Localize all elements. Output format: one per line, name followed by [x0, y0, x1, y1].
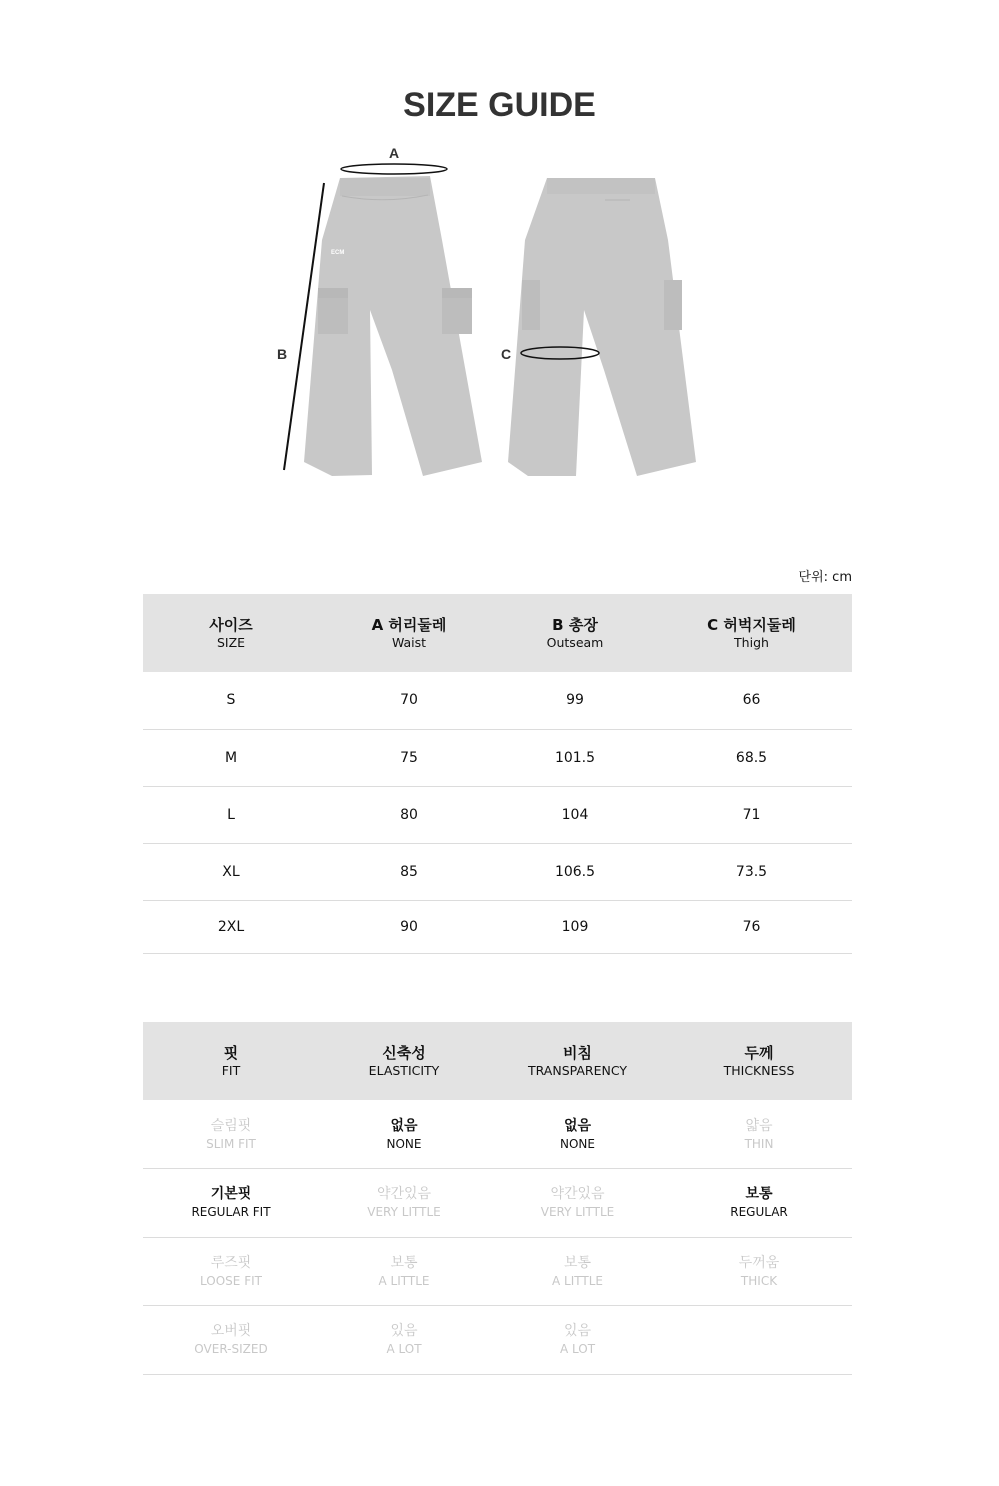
column-header-english: ELASTICITY	[368, 1063, 440, 1078]
option-english: NONE	[560, 1136, 595, 1151]
label-b: B	[277, 346, 288, 362]
column-header-english: Thigh	[734, 635, 769, 650]
page-title: SIZE GUIDE	[403, 86, 596, 124]
option-english: A LITTLE	[378, 1273, 430, 1288]
column-header-korean: 사이즈	[209, 616, 253, 634]
option-korean: 두꺼움	[738, 1254, 780, 1271]
waist-measure-ellipse	[341, 164, 447, 174]
option-korean: 약간있음	[550, 1186, 605, 1203]
table-cell: 106.5	[499, 843, 651, 900]
table-row	[143, 672, 852, 729]
pants-front-view	[304, 176, 482, 476]
fit-option	[319, 1306, 489, 1375]
fit-option	[666, 1100, 852, 1169]
column-header-english: FIT	[221, 1063, 241, 1078]
label-a: A	[389, 145, 400, 161]
option-english: REGULAR FIT	[191, 1205, 271, 1220]
unit-label: 단위: cm	[798, 570, 852, 585]
option-english: VERY LITTLE	[540, 1205, 615, 1220]
table-cell: 85	[319, 843, 499, 900]
table-row	[143, 900, 852, 953]
option-english: A LOT	[559, 1342, 596, 1357]
table-cell: 99	[499, 672, 651, 729]
table-cell: 76	[651, 900, 852, 953]
table-row	[143, 1237, 852, 1306]
table-row	[143, 786, 852, 843]
table-cell: 104	[499, 786, 651, 843]
option-english: LOOSE FIT	[200, 1273, 262, 1288]
table-row	[143, 1100, 852, 1169]
table-cell: 101.5	[499, 729, 651, 786]
column-header	[319, 594, 499, 672]
column-header-korean: B 총장	[552, 616, 598, 634]
option-english: NONE	[386, 1136, 422, 1151]
option-korean: 없음	[563, 1117, 592, 1134]
table-cell: M	[143, 729, 319, 786]
column-header-korean: C 허벅지둘레	[707, 616, 796, 634]
option-korean: 있음	[563, 1323, 592, 1340]
table-cell: XL	[143, 843, 319, 900]
column-header-english: Outseam	[546, 635, 604, 650]
column-header	[666, 1022, 852, 1100]
fit-table	[143, 1022, 852, 1375]
option-korean: 약간있음	[376, 1186, 432, 1203]
option-english: VERY LITTLE	[367, 1205, 441, 1220]
option-english: REGULAR	[730, 1205, 788, 1220]
column-header-korean: 비침	[563, 1044, 592, 1062]
column-header	[489, 1022, 666, 1100]
option-korean: 있음	[390, 1323, 418, 1340]
table-row	[143, 843, 852, 900]
table-cell: 70	[319, 672, 499, 729]
pants-illustration	[270, 140, 710, 485]
fit-option-selected	[666, 1169, 852, 1238]
option-korean: 없음	[390, 1117, 418, 1134]
garment-diagram	[270, 140, 710, 485]
option-korean: 슬림핏	[210, 1117, 252, 1134]
table-cell: 71	[651, 786, 852, 843]
column-header	[143, 1022, 319, 1100]
fit-option	[143, 1100, 319, 1169]
fit-option-selected	[489, 1100, 666, 1169]
column-header-english: THICKNESS	[723, 1063, 795, 1078]
table-cell: 80	[319, 786, 499, 843]
option-korean: 얇음	[745, 1117, 773, 1134]
size-table	[143, 594, 852, 954]
table-row	[143, 729, 852, 786]
column-header-korean: 핏	[223, 1044, 239, 1062]
pants-logo: ECM	[331, 250, 345, 256]
column-header-english: Waist	[391, 635, 427, 650]
column-header	[499, 594, 651, 672]
table-cell: 68.5	[651, 729, 852, 786]
table-cell: 109	[499, 900, 651, 953]
fit-option	[489, 1169, 666, 1238]
option-english: A LOT	[386, 1342, 422, 1357]
fit-table-header	[143, 1022, 852, 1100]
option-korean: 기본핏	[210, 1186, 252, 1203]
fit-option	[666, 1306, 852, 1375]
table-cell: 75	[319, 729, 499, 786]
fit-option-selected	[143, 1169, 319, 1238]
column-header-korean: 두께	[744, 1044, 774, 1062]
fit-option	[319, 1169, 489, 1238]
column-header-korean: 신축성	[382, 1044, 426, 1062]
column-header	[651, 594, 852, 672]
table-row	[143, 1169, 852, 1238]
pants-back-view	[508, 178, 696, 476]
fit-option	[319, 1237, 489, 1306]
option-korean: 루즈핏	[210, 1254, 252, 1271]
option-english: A LITTLE	[552, 1273, 603, 1288]
column-header-english: TRANSPARENCY	[527, 1063, 628, 1078]
option-korean: 보통	[563, 1254, 592, 1271]
column-header	[319, 1022, 489, 1100]
size-table-header	[143, 594, 852, 672]
table-cell: 90	[319, 900, 499, 953]
fit-option-selected	[319, 1100, 489, 1169]
fit-option	[489, 1237, 666, 1306]
option-korean: 오버핏	[210, 1323, 252, 1340]
option-english: SLIM FIT	[206, 1136, 256, 1151]
option-english: OVER-SIZED	[194, 1342, 268, 1357]
table-row	[143, 1306, 852, 1375]
fit-option	[489, 1306, 666, 1375]
fit-option	[143, 1306, 319, 1375]
option-korean: 보통	[745, 1186, 773, 1203]
column-header-korean: A 허리둘레	[371, 616, 447, 634]
table-cell: L	[143, 786, 319, 843]
option-korean: 보통	[390, 1254, 418, 1271]
table-cell: 73.5	[651, 843, 852, 900]
fit-option	[666, 1237, 852, 1306]
option-english: THIN	[744, 1136, 774, 1151]
table-cell: 66	[651, 672, 852, 729]
column-header-english: SIZE	[216, 635, 246, 650]
table-cell: 2XL	[143, 900, 319, 953]
fit-option	[143, 1237, 319, 1306]
label-c: C	[501, 346, 512, 362]
column-header	[143, 594, 319, 672]
option-english: THICK	[740, 1273, 778, 1288]
table-cell: S	[143, 672, 319, 729]
